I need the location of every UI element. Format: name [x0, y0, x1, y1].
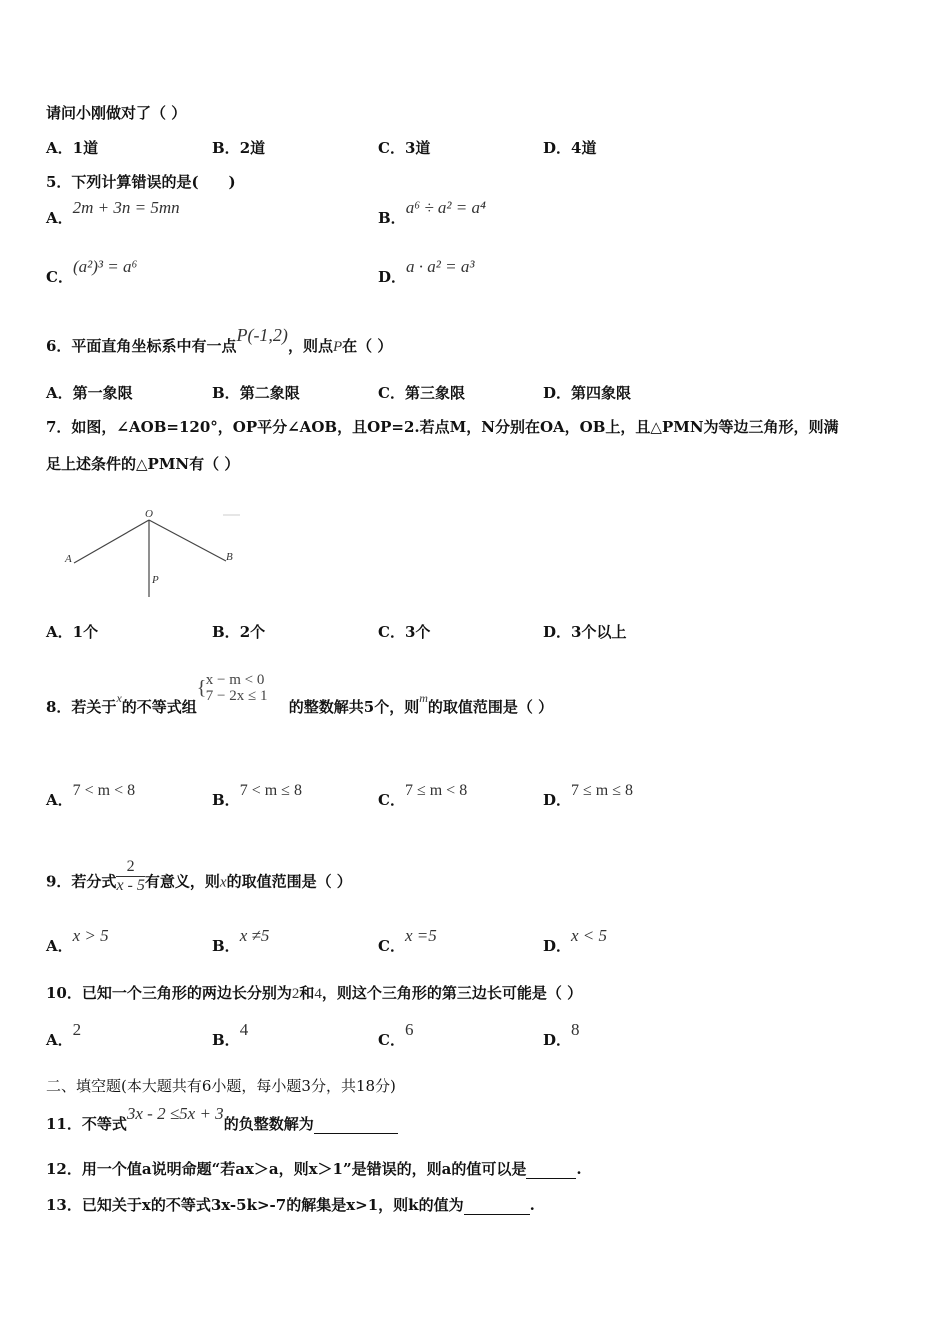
q5-option-d[interactable]: [378, 257, 475, 287]
option-label: A．: [46, 937, 73, 955]
option-text: 3道: [404, 139, 431, 157]
q4-stem: 请问小刚做对了（ ）: [46, 104, 187, 122]
option-text: 第一象限: [72, 384, 133, 402]
option-label: C．: [378, 384, 405, 402]
q7-stem-line1: 7．如图，∠AOB=120°，OP平分∠AOB，且OP=2.若点M，N分别在OA，OB上，且△PMN为等边三角形，则满: [46, 418, 839, 436]
option-label: A．: [46, 209, 73, 227]
inequality: 3x - 2 ≤5x + 3: [126, 1104, 224, 1123]
option-label: C．: [378, 1031, 405, 1049]
q9-option-b[interactable]: [212, 926, 270, 956]
q6-option-a[interactable]: [46, 382, 133, 403]
q5-option-a[interactable]: [46, 198, 180, 228]
var-x: x: [219, 874, 227, 891]
option-label: C．: [378, 791, 405, 809]
option-label: B．: [212, 623, 240, 641]
stem-text: .: [529, 1196, 535, 1214]
q8-option-d[interactable]: [543, 782, 634, 810]
number-4: 4: [314, 986, 322, 1002]
option-formula: 2m + 3n = 5mn: [72, 198, 180, 217]
stem-text: 13．已知关于x的不等式3x-5k>-7的解集是x>1，则k的值为: [46, 1196, 464, 1214]
q10-option-b[interactable]: [212, 1020, 249, 1050]
option-text: 1道: [72, 139, 99, 157]
option-label: C．: [378, 139, 405, 157]
q5-option-c[interactable]: [46, 257, 138, 287]
stem-text: 的取值范围是（ ）: [226, 872, 352, 891]
stem-text: 在（ ）: [342, 337, 393, 355]
option-formula: a⁶ ÷ a² = a⁴: [405, 198, 486, 217]
option-label: D．: [543, 384, 572, 402]
q6-stem: [46, 325, 393, 356]
q10-option-d[interactable]: [543, 1020, 580, 1050]
inequality-system: { x − m < 0 7 − 2x ≤ 1: [197, 672, 289, 704]
option-formula: 7 < m < 8: [72, 782, 136, 799]
option-formula: 2: [72, 1020, 82, 1039]
q8-option-b[interactable]: [212, 782, 302, 810]
label-o: O: [145, 508, 153, 520]
stem-text: .: [576, 1160, 582, 1178]
option-text: 2个: [239, 623, 266, 641]
stem-text: ，则这个三角形的第三边长可能是（ ）: [321, 984, 583, 1002]
q7-option-b[interactable]: [212, 621, 265, 642]
stem-text: 12．用一个值a说明命题“若ax＞a，则x＞1”是错误的，则a的值可以是: [46, 1160, 527, 1178]
label-a: A: [65, 553, 72, 565]
q6-option-c[interactable]: [378, 382, 465, 403]
option-text: 第三象限: [404, 384, 465, 402]
stem-text: 有意义，则: [144, 872, 220, 891]
stem-text: ，则点: [287, 337, 333, 355]
inequality-1: x − m < 0: [205, 672, 265, 688]
option-label: C．: [46, 268, 73, 286]
q8-option-a[interactable]: [46, 782, 136, 810]
q4-option-b[interactable]: [212, 137, 265, 158]
option-text: 3个以上: [571, 623, 627, 641]
q7-stem-line2: 足上述条件的△PMN有（ ）: [46, 455, 240, 473]
point-formula: P(-1,2): [236, 325, 288, 345]
option-label: C．: [378, 623, 405, 641]
stem-text: 的取值范围是（ ）: [427, 698, 554, 716]
q7-figure: [58, 505, 248, 605]
option-label: B．: [212, 937, 240, 955]
q6-option-d[interactable]: [543, 382, 631, 403]
q7-option-a[interactable]: [46, 621, 98, 642]
var-x: x: [116, 691, 122, 705]
q10-option-c[interactable]: [378, 1020, 414, 1050]
q8-option-c[interactable]: [378, 782, 468, 810]
option-formula: 8: [571, 1020, 580, 1039]
answer-blank[interactable]: [464, 1196, 530, 1215]
stem-text: 和: [299, 984, 315, 1002]
answer-blank[interactable]: [526, 1160, 576, 1179]
option-label: A．: [46, 384, 73, 402]
q4-option-a[interactable]: [46, 137, 98, 158]
fraction-numerator: 2: [116, 858, 144, 877]
option-formula: (a²)³ = a⁶: [72, 257, 138, 276]
option-label: B．: [212, 791, 240, 809]
option-text: 3个: [404, 623, 431, 641]
q7-option-c[interactable]: [378, 621, 430, 642]
option-label: D．: [543, 791, 572, 809]
option-formula: 6: [404, 1020, 414, 1039]
var-p: P: [332, 339, 343, 355]
option-label: D．: [378, 268, 407, 286]
q9-stem: [46, 858, 352, 901]
option-formula: 4: [239, 1020, 249, 1039]
ray-oa: [74, 520, 149, 563]
section-heading: 二、填空题(本大题共有6小题，每小题3分，共18分): [46, 1077, 396, 1095]
q10-option-a[interactable]: [46, 1020, 82, 1050]
stem-text: 的整数解共5个，则: [288, 698, 420, 716]
option-label: D．: [543, 937, 572, 955]
option-formula: 7 < m ≤ 8: [239, 782, 302, 799]
var-m: m: [419, 691, 428, 705]
fraction: [116, 858, 144, 895]
option-formula: 7 ≤ m ≤ 8: [571, 782, 634, 799]
option-text: 4道: [571, 139, 597, 157]
q11-stem: [46, 1104, 398, 1134]
option-formula: 7 ≤ m < 8: [404, 782, 468, 799]
option-label: B．: [378, 209, 406, 227]
q9-option-d[interactable]: [543, 926, 608, 956]
q12-stem: [46, 1158, 582, 1179]
stem-text: 6．平面直角坐标系中有一点: [46, 337, 237, 355]
option-formula: a · a² = a³: [406, 257, 475, 276]
q5-stem: 5．下列计算错误的是( ): [46, 173, 236, 191]
stem-text: 11．不等式: [46, 1115, 127, 1133]
option-label: C．: [378, 937, 405, 955]
option-label: B．: [212, 1031, 240, 1049]
option-formula: x ≠5: [239, 926, 270, 945]
stem-text: 的不等式组: [121, 698, 197, 716]
option-label: D．: [543, 1031, 572, 1049]
q8-stem: [46, 672, 554, 724]
q10-stem: [46, 982, 582, 1003]
option-label: B．: [212, 384, 240, 402]
option-text: 2道: [239, 139, 266, 157]
option-label: A．: [46, 1031, 73, 1049]
fraction-denominator: x - 5: [116, 877, 145, 894]
ray-ob: [149, 520, 226, 561]
stem-text: 9．若分式: [46, 872, 117, 891]
option-formula: x > 5: [72, 926, 109, 945]
option-label: A．: [46, 623, 73, 641]
stem-text: 8．若关于: [46, 698, 117, 716]
answer-blank[interactable]: [314, 1115, 398, 1134]
q9-option-c[interactable]: [378, 926, 437, 956]
option-label: B．: [212, 139, 240, 157]
q4-option-d[interactable]: [543, 137, 596, 158]
stem-text: 的负整数解为: [223, 1115, 314, 1133]
q7-option-d[interactable]: [543, 621, 626, 642]
label-p: P: [152, 574, 159, 586]
option-formula: x =5: [404, 926, 437, 945]
q6-option-b[interactable]: [212, 382, 300, 403]
q13-stem: [46, 1194, 535, 1215]
label-b: B: [226, 551, 233, 563]
option-label: A．: [46, 139, 73, 157]
q4-option-c[interactable]: [378, 137, 430, 158]
q5-option-b[interactable]: [378, 198, 486, 228]
q9-option-a[interactable]: [46, 926, 109, 956]
number-2: 2: [291, 986, 300, 1002]
option-text: 1个: [72, 623, 99, 641]
option-formula: x < 5: [571, 926, 608, 945]
option-label: A．: [46, 791, 73, 809]
stem-text: 10．已知一个三角形的两边长分别为: [46, 984, 292, 1002]
option-label: D．: [543, 139, 572, 157]
inequality-2: 7 − 2x ≤ 1: [205, 688, 268, 704]
option-text: 第二象限: [239, 384, 300, 402]
option-text: 第四象限: [571, 384, 632, 402]
option-label: D．: [543, 623, 572, 641]
